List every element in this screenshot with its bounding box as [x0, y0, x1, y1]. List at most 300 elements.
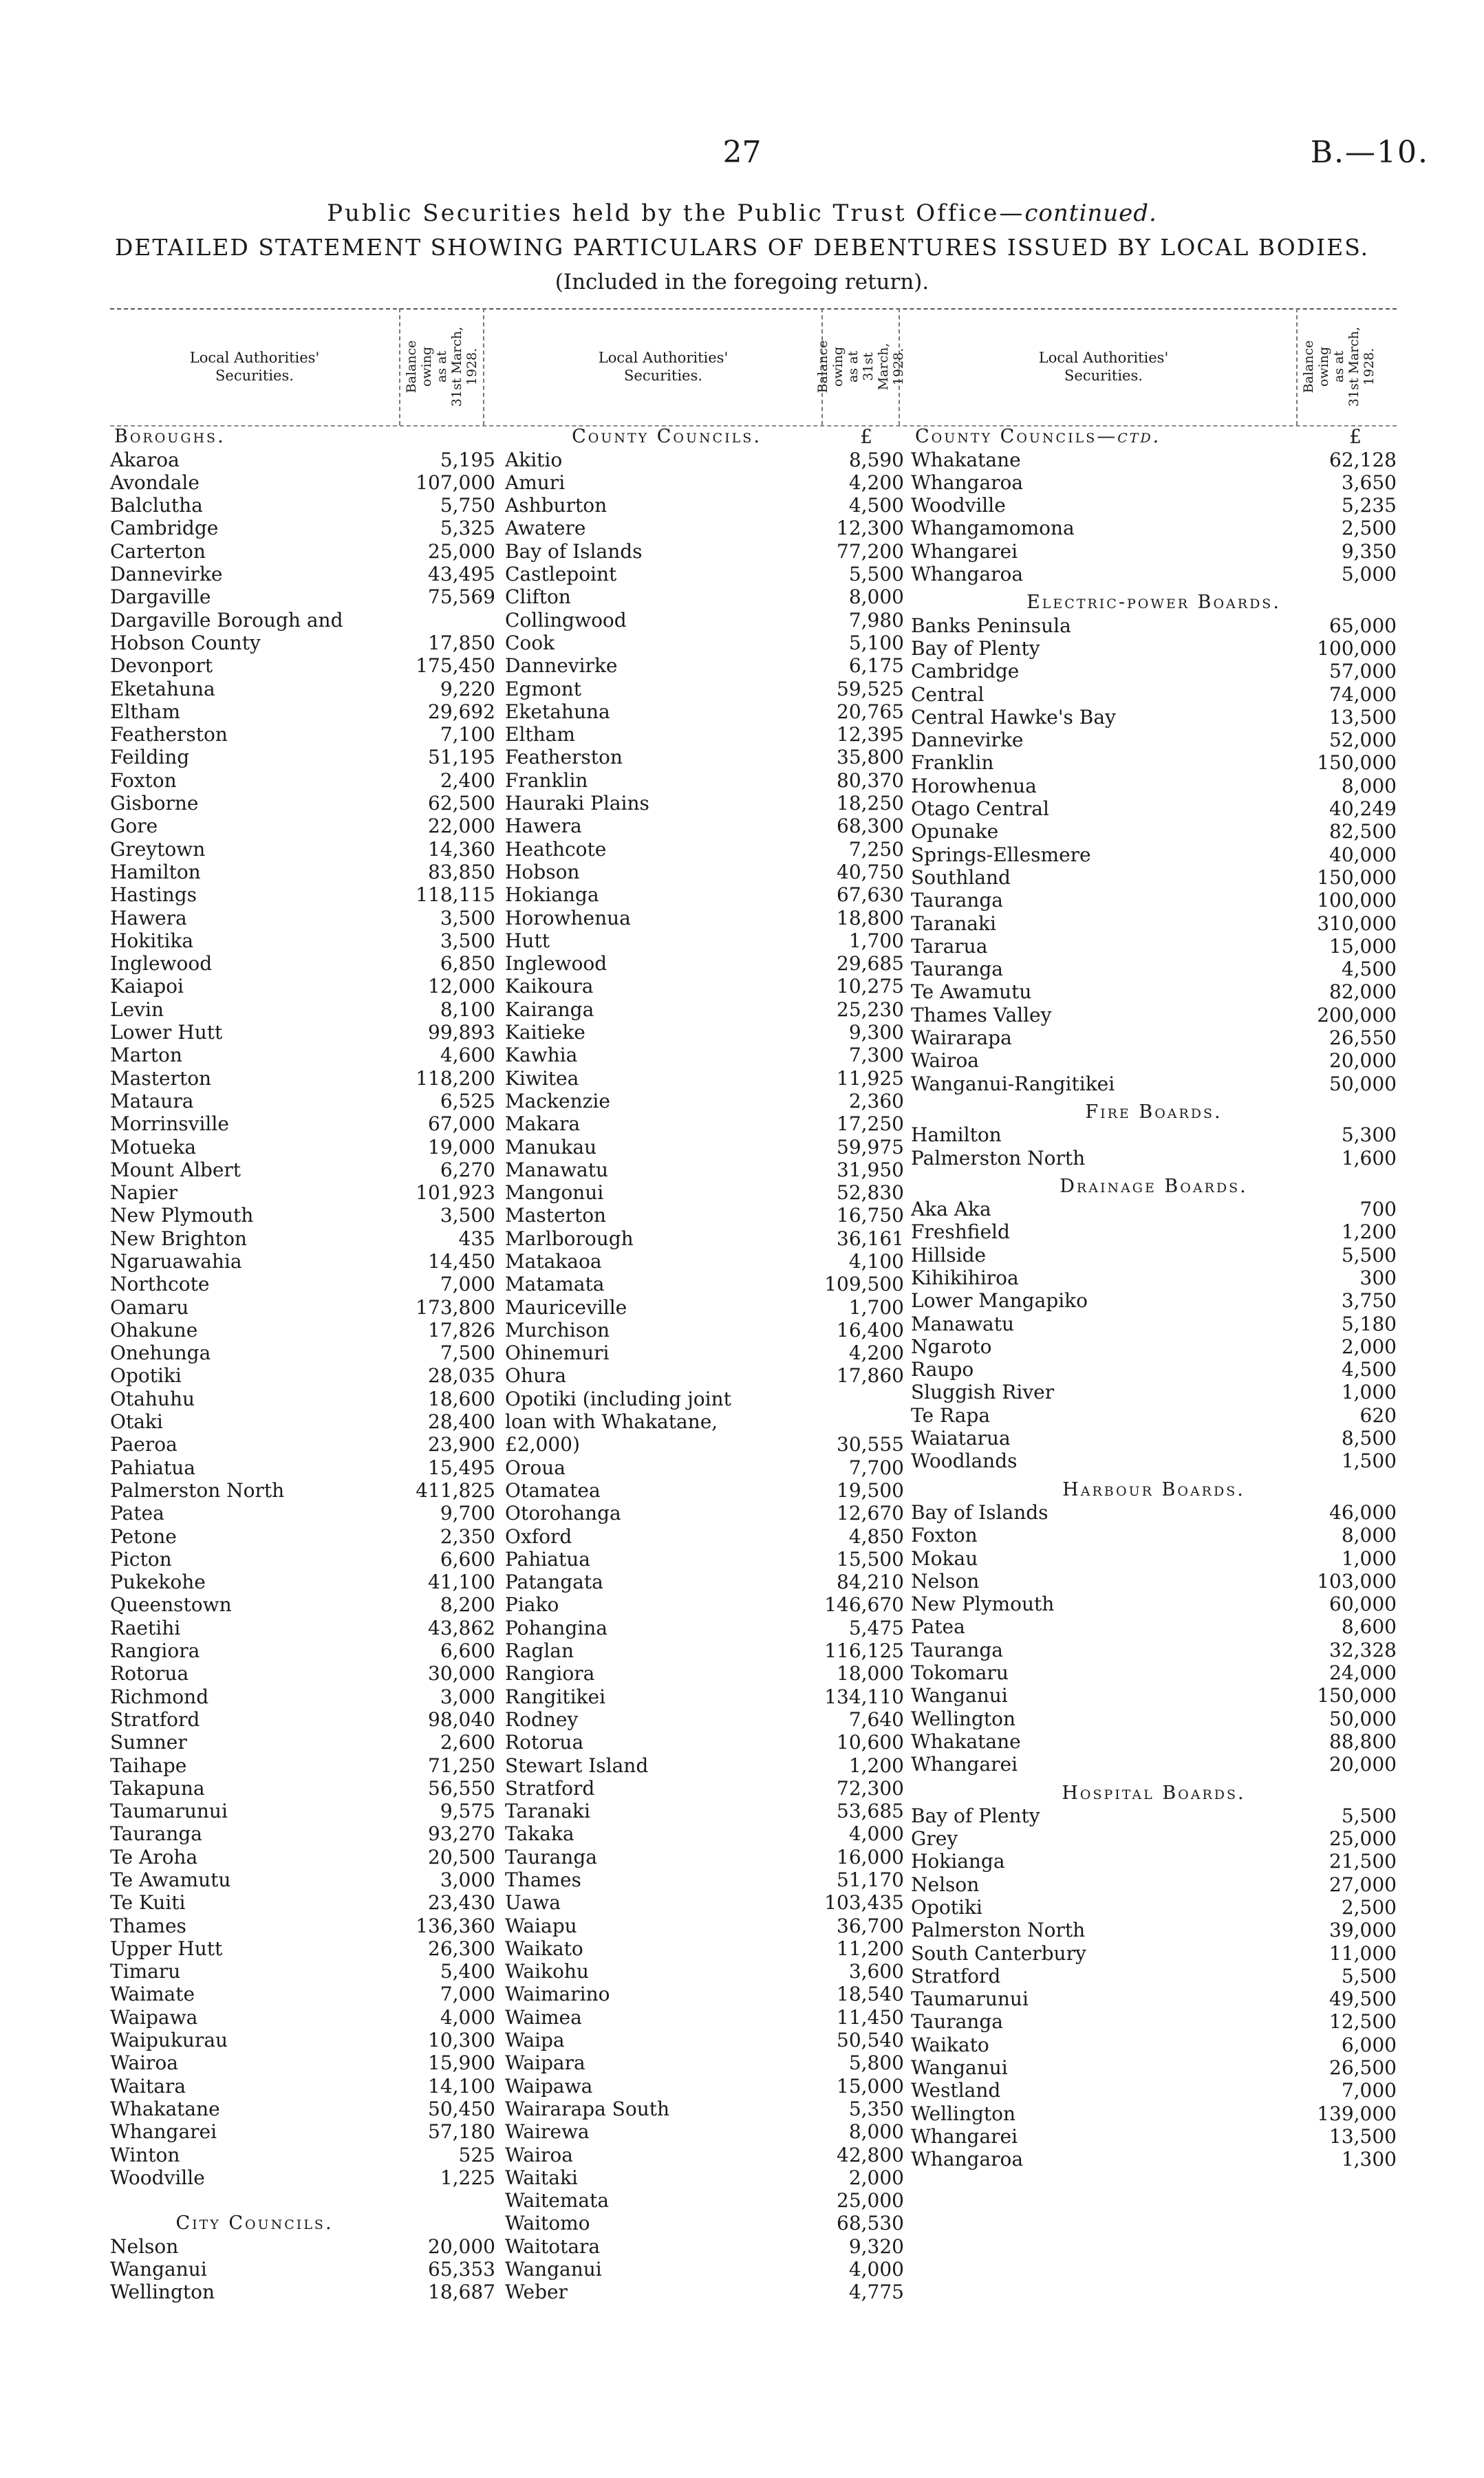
item-name: Taumarunui: [911, 1987, 1029, 2011]
item-amount: 93,270: [428, 1822, 495, 1846]
list-item: [911, 1198, 1397, 1220]
list-item: [505, 1456, 904, 1478]
item-amount: 19,000: [428, 1135, 495, 1159]
list-item: [110, 585, 495, 608]
item-amount: 57,000: [1329, 660, 1397, 683]
list-item: [911, 1896, 1397, 1919]
list-item: [505, 1273, 904, 1295]
item-name: Stratford: [110, 1707, 200, 1731]
list-item: [505, 1616, 904, 1639]
list-item: [505, 2120, 904, 2143]
item-amount: 5,500: [1341, 1243, 1397, 1267]
name-header: Local Authorities' Securities.: [189, 349, 320, 384]
list-item: [911, 1403, 1397, 1426]
item-name: Wanganui: [911, 2056, 1008, 2080]
item-name: Tauranga: [911, 958, 1003, 981]
list-item: [505, 1800, 904, 1822]
list-item: [110, 1090, 495, 1112]
page-title: [0, 200, 1484, 227]
item-name: Te Aroha: [110, 1845, 198, 1868]
item-name: Mokau: [911, 1547, 978, 1570]
item-amount: 51,170: [837, 1868, 904, 1891]
list-item: [505, 1868, 904, 1891]
list-item: [505, 2005, 904, 2028]
section-title-county-councils-continued: [911, 425, 1314, 448]
item-name: Wanganui: [110, 2258, 207, 2281]
item-name: Westland: [911, 2079, 1001, 2102]
item-amount: 12,395: [837, 723, 904, 746]
item-amount: 65,353: [428, 2258, 495, 2281]
column-2: [505, 308, 904, 2303]
list-item: [110, 1227, 495, 1249]
item-amount: 53,685: [837, 1800, 904, 1823]
item-name: Mauriceville: [505, 1295, 627, 1319]
item-amount: 15,900: [428, 2051, 495, 2075]
list-item: [110, 1731, 495, 1754]
list-item: [110, 1777, 495, 1800]
item-name: New Plymouth: [911, 1593, 1055, 1616]
item-name: Otorohanga: [505, 1502, 621, 1525]
item-name: Wanganui-Rangitikei: [911, 1072, 1115, 1095]
section-title-electric-power-boards: Electric-power Boards.: [1026, 592, 1281, 614]
item-name: Tauranga: [911, 2010, 1003, 2034]
item-amount: 8,000: [848, 585, 904, 609]
item-name: Featherston: [505, 746, 623, 769]
item-amount: 3,000: [440, 1685, 495, 1708]
list-item: [505, 539, 904, 562]
item-name: Wairewa: [505, 2120, 590, 2144]
spacer: [110, 2189, 495, 2212]
item-amount: 116,125: [824, 1639, 904, 1663]
item-amount: 15,000: [837, 2074, 904, 2098]
list-item: [911, 539, 1397, 562]
item-name: Horowhenua: [505, 906, 631, 929]
item-amount: 435: [458, 1227, 495, 1250]
list-item: [911, 2033, 1397, 2056]
item-name: Whakatane: [110, 2097, 220, 2120]
section-header-row: [911, 425, 1397, 448]
item-name: Pohangina: [505, 1616, 607, 1639]
item-name: Waipawa: [110, 2005, 198, 2029]
item-amount: 23,430: [428, 1891, 495, 1915]
item-amount: 4,500: [1341, 1358, 1397, 1381]
list-item: [911, 866, 1397, 889]
list-item: [110, 1502, 495, 1524]
item-amount: 8,500: [1341, 1427, 1397, 1450]
item-name: Horowhenua: [911, 774, 1037, 797]
item-amount: 6,600: [440, 1547, 495, 1571]
list-item: [110, 677, 495, 700]
item-name: Matamata: [505, 1273, 605, 1296]
item-name: Whangaroa: [911, 563, 1024, 586]
item-amount: 17,860: [837, 1364, 904, 1388]
item-amount: 1,700: [848, 929, 904, 952]
item-name: Central Hawke's Bay: [911, 705, 1116, 729]
item-name: Whangarei: [110, 2120, 217, 2144]
item-amount: 20,765: [837, 700, 904, 723]
item-name: Dargaville: [110, 585, 211, 609]
list-item: [505, 1685, 904, 1707]
item-amount: 36,161: [837, 1227, 904, 1250]
section-title-city-councils: City Councils.: [175, 2212, 334, 2234]
list-item: [911, 820, 1397, 843]
item-name: Te Awamutu: [110, 1868, 231, 1891]
item-name: Tauranga: [110, 1822, 202, 1846]
list-item: [110, 1822, 495, 1845]
item-amount: 5,300: [1341, 1123, 1397, 1147]
item-name: Waipukurau: [110, 2029, 228, 2052]
boroughs-list: [110, 448, 495, 2189]
item-amount: 13,500: [1329, 2124, 1397, 2148]
item-name: Waikohu: [505, 1960, 589, 1983]
list-item: [505, 1090, 904, 1112]
item-amount: 9,700: [440, 1502, 495, 1525]
list-item: [110, 494, 495, 517]
list-item: [110, 1548, 495, 1571]
column-3-header: [911, 308, 1397, 425]
list-item: [110, 1319, 495, 1342]
item-name: Pahiatua: [505, 1547, 590, 1571]
list-item: [110, 1112, 495, 1135]
item-name: Springs-Ellesmere: [911, 843, 1091, 866]
list-item: [911, 1941, 1397, 1964]
list-item: [505, 2143, 904, 2166]
item-amount: 8,590: [848, 448, 904, 471]
item-name: Manawatu: [911, 1312, 1015, 1335]
item-amount: 8,200: [440, 1593, 495, 1617]
item-amount: 52,830: [837, 1181, 904, 1205]
item-amount: 20,000: [1329, 1049, 1397, 1073]
item-amount: 8,600: [1341, 1615, 1397, 1639]
item-amount: 150,000: [1317, 1684, 1397, 1707]
item-name: Te Kuiti: [110, 1891, 186, 1915]
item-amount: 8,000: [1341, 1524, 1397, 1547]
item-amount: 49,500: [1329, 1987, 1397, 2011]
page-number: 27: [722, 135, 762, 170]
item-name: Franklin: [505, 768, 588, 792]
list-item: [505, 1937, 904, 1960]
item-name: Hauraki Plains: [505, 792, 649, 815]
item-amount: 14,450: [428, 1249, 495, 1273]
item-amount: 6,175: [848, 654, 904, 678]
item-amount: 67,000: [428, 1112, 495, 1136]
spacer: [911, 1776, 1397, 1781]
item-amount: 88,800: [1329, 1730, 1397, 1753]
list-item: [505, 1845, 904, 1868]
list-item: [505, 2258, 904, 2281]
county-councils-continued-list: [911, 448, 1397, 585]
item-amount: 72,300: [837, 1776, 904, 1800]
list-item: [911, 1381, 1397, 1403]
item-name: Whangarei: [911, 2124, 1018, 2148]
item-name: Whangaroa: [911, 471, 1024, 494]
report-reference: B.—10.: [1310, 135, 1429, 170]
item-name: Makara: [505, 1112, 581, 1136]
item-name: Ashburton: [505, 494, 607, 517]
item-amount: 5,500: [848, 563, 904, 586]
item-amount: 31,950: [837, 1158, 904, 1181]
item-amount: 46,000: [1329, 1500, 1397, 1524]
list-item: [110, 1754, 495, 1776]
item-amount: 8,100: [440, 998, 495, 1021]
item-name: Dannevirke: [505, 654, 618, 678]
item-amount: 20,500: [428, 1845, 495, 1868]
item-name: Gisborne: [110, 792, 199, 815]
currency-symbol: £: [1349, 425, 1362, 449]
item-amount: 17,826: [428, 1318, 495, 1342]
list-item: [505, 723, 904, 746]
item-amount: 83,850: [428, 860, 495, 883]
item-amount: 14,360: [428, 837, 495, 861]
list-item: [505, 1593, 904, 1616]
item-name: Upper Hutt: [110, 1937, 223, 1960]
item-amount: 6,600: [440, 1639, 495, 1663]
list-item: [911, 1501, 1397, 1524]
item-name: Taranaki: [911, 912, 996, 935]
item-name: Bay of Islands: [505, 539, 643, 563]
item-amount: 22,000: [428, 815, 495, 838]
item-amount: 25,230: [837, 998, 904, 1021]
item-amount: 4,500: [1341, 958, 1397, 981]
list-item: [110, 2281, 495, 2303]
list-item: [911, 1072, 1397, 1095]
list-item: [110, 471, 495, 494]
item-name: Queenstown: [110, 1593, 232, 1617]
spacer: [911, 1095, 1397, 1101]
item-amount: 15,495: [428, 1456, 495, 1479]
item-name: Freshfield: [911, 1220, 1010, 1244]
item-amount: 12,300: [837, 517, 904, 540]
section-header-row: [505, 425, 904, 448]
item-name: Cook: [505, 631, 555, 654]
list-item: [110, 1021, 495, 1044]
list-item: [911, 729, 1397, 751]
item-name: Hawera: [505, 815, 582, 838]
item-name: Masterton: [110, 1066, 212, 1090]
item-amount: 5,475: [848, 1616, 904, 1639]
item-name: Paeroa: [110, 1433, 178, 1456]
item-amount: 26,550: [1329, 1026, 1397, 1050]
item-amount: 41,100: [428, 1571, 495, 1594]
item-amount: 23,900: [428, 1433, 495, 1456]
page-subtitle: DETAILED STATEMENT SHOWING PARTICULARS OF DEBENTURES ISSUED BY LOCAL BODIES.: [114, 234, 1370, 261]
item-amount: 2,600: [440, 1731, 495, 1754]
item-amount: 40,750: [837, 860, 904, 883]
list-item: [911, 958, 1397, 980]
item-name: Opunake: [911, 820, 999, 843]
item-name: Waimate: [110, 1983, 195, 2006]
list-item: [110, 1708, 495, 1731]
item-amount: 82,500: [1329, 820, 1397, 843]
list-item: [911, 614, 1397, 636]
item-amount: 620: [1359, 1403, 1397, 1427]
list-item: [110, 700, 495, 723]
item-amount: 17,250: [837, 1112, 904, 1136]
list-item: [110, 1342, 495, 1364]
item-amount: 57,180: [428, 2120, 495, 2144]
list-item: [110, 906, 495, 929]
item-name: Sumner: [110, 1731, 187, 1754]
list-item: [911, 637, 1397, 660]
list-item: [110, 1066, 495, 1089]
list-item: [505, 1319, 904, 1342]
list-item: [505, 768, 904, 791]
item-name: Whakatane: [911, 1730, 1021, 1753]
list-item: [505, 2051, 904, 2074]
item-name: South Canterbury: [911, 1941, 1086, 1965]
list-item: [505, 1960, 904, 1983]
item-amount: 100,000: [1317, 636, 1397, 660]
item-amount: 12,670: [837, 1502, 904, 1525]
item-amount: 7,980: [848, 608, 904, 632]
item-amount: 1,700: [848, 1295, 904, 1319]
item-name: Taumarunui: [110, 1800, 228, 1823]
item-amount: 59,525: [837, 677, 904, 700]
item-name: Akaroa: [110, 448, 180, 471]
item-amount: 4,200: [848, 471, 904, 494]
item-amount: 75,569: [428, 585, 495, 609]
item-name: Tauranga: [505, 1845, 597, 1868]
item-name: Waikato: [505, 1937, 583, 1960]
item-name: Weber: [505, 2281, 568, 2304]
list-item: [505, 2281, 904, 2303]
column-2-header: [505, 308, 904, 425]
item-name: Southland: [911, 865, 1011, 889]
item-name: Woodlands: [911, 1450, 1018, 1473]
item-name: Raetihi: [110, 1616, 181, 1639]
county-cont-label: County Councils—: [915, 426, 1118, 448]
item-amount: 67,630: [837, 883, 904, 907]
item-amount: 10,600: [837, 1731, 904, 1754]
item-name: Tokomaru: [911, 1661, 1009, 1685]
item-amount: 20,000: [1329, 1753, 1397, 1776]
item-amount: 26,500: [1329, 2056, 1397, 2080]
item-name: Takaka: [505, 1822, 574, 1846]
section-title-county-councils: County Councils.: [572, 426, 762, 448]
item-name: Tauranga: [911, 1638, 1003, 1661]
item-amount: 101,923: [416, 1181, 495, 1205]
item-name: Kiwitea: [505, 1066, 579, 1090]
item-amount: 9,300: [848, 1021, 904, 1044]
list-item: [505, 815, 904, 837]
item-name: Rotorua: [505, 1731, 584, 1754]
list-item: [110, 2143, 495, 2166]
list-item: [110, 1456, 495, 1478]
list-item: [911, 1358, 1397, 1381]
list-item: [110, 768, 495, 791]
item-amount: 5,100: [848, 631, 904, 654]
list-item: [505, 1777, 904, 1800]
list-item: [505, 975, 904, 998]
item-name: Awatere: [505, 517, 586, 540]
item-name: Bay of Plenty: [911, 1804, 1040, 1827]
item-amount: 4,100: [848, 1249, 904, 1273]
list-item: [505, 1891, 904, 1914]
item-name: Carterton: [110, 539, 206, 563]
list-item: [911, 1335, 1397, 1358]
item-name: Aka Aka: [911, 1198, 991, 1221]
title-main: Public Securities held by the Public Trust Office—: [327, 200, 1025, 227]
list-item: [911, 1730, 1397, 1753]
item-amount: 5,180: [1341, 1312, 1397, 1335]
item-amount: 39,000: [1329, 1919, 1397, 1942]
list-item: [505, 1204, 904, 1227]
item-name: loan with Whakatane,: [505, 1410, 718, 1434]
item-amount: 5,350: [848, 2097, 904, 2120]
item-amount: 200,000: [1317, 1003, 1397, 1026]
item-amount: 18,687: [428, 2281, 495, 2304]
item-amount: 7,000: [1341, 2079, 1397, 2102]
item-amount: 7,100: [440, 723, 495, 746]
list-item: [911, 1450, 1397, 1472]
list-item: [505, 837, 904, 860]
item-name: Hokitika: [110, 929, 194, 952]
list-item: [911, 1220, 1397, 1243]
item-name: Waiapu: [505, 1914, 577, 1937]
list-item: [110, 2258, 495, 2281]
amount-header-text: Balance owing as at 31st March, 1928.: [404, 326, 480, 407]
item-name: Rangiora: [110, 1639, 200, 1663]
list-item: [911, 682, 1397, 705]
item-amount: 62,500: [428, 792, 495, 815]
item-amount: 65,000: [1329, 614, 1397, 637]
list-item: [911, 517, 1397, 539]
item-name: Palmerston North: [911, 1919, 1086, 1942]
item-name: Northcote: [110, 1273, 210, 1296]
item-amount: 29,685: [837, 952, 904, 976]
item-name: Whangarei: [911, 539, 1018, 563]
list-item: [911, 843, 1397, 865]
list-item: [911, 1146, 1397, 1169]
item-name: Ngaruawahia: [110, 1249, 242, 1273]
item-amount: 30,555: [837, 1433, 904, 1456]
item-amount: 35,800: [837, 746, 904, 769]
list-item: [110, 2234, 495, 2257]
item-name: Thames: [110, 1914, 186, 1937]
list-item: [505, 929, 904, 952]
item-amount: 42,800: [837, 2143, 904, 2166]
item-amount: 26,300: [428, 1937, 495, 1960]
item-name: Clifton: [505, 585, 571, 609]
item-name: Nelson: [911, 1873, 980, 1896]
item-name: Eketahuna: [110, 677, 215, 700]
item-name: Marton: [110, 1044, 182, 1067]
item-amount: 59,975: [837, 1135, 904, 1159]
list-item: [110, 2074, 495, 2097]
item-amount: 4,600: [440, 1044, 495, 1067]
list-item: [505, 861, 904, 883]
item-name: Nelson: [911, 1569, 980, 1593]
list-item: [505, 1708, 904, 1731]
list-item: [110, 952, 495, 975]
item-amount: 18,540: [837, 1983, 904, 2006]
list-item: [911, 1026, 1397, 1049]
item-amount: 28,400: [428, 1410, 495, 1434]
item-amount: 50,000: [1329, 1072, 1397, 1095]
item-name: Mataura: [110, 1089, 194, 1112]
list-item: [505, 1754, 904, 1776]
item-name: Cambridge: [911, 660, 1020, 683]
item-amount: 82,000: [1329, 980, 1397, 1004]
list-item: [911, 1289, 1397, 1312]
item-name: Whakatane: [911, 448, 1021, 471]
item-amount: 5,800: [848, 2051, 904, 2075]
list-item: [911, 1427, 1397, 1450]
item-name: Stewart Island: [505, 1754, 649, 1777]
list-item: [911, 1003, 1397, 1026]
list-item: [110, 1159, 495, 1181]
item-amount: 12,000: [428, 975, 495, 998]
